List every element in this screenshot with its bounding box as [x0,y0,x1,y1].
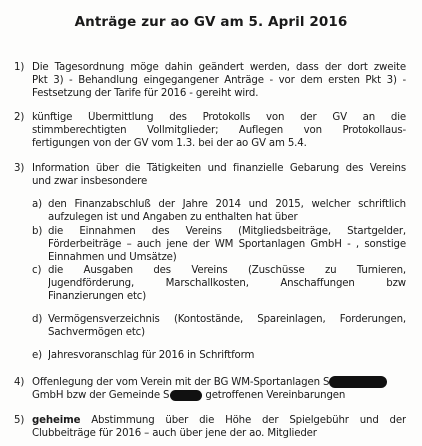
text-line: künftige Übermittlung des Protokolls von der GV an die [32,112,406,123]
text-line: Vermögensverzeichnis (Kontostände, Spareinlagen, Forderungen, [48,314,406,325]
sub-item-letter: e) [32,350,42,361]
text-line: die Ausgaben des Vereins (Zuschüsse zu Turnieren, [48,265,406,276]
text-line: fertigungen von der GV vom 1.3. bei der ao GV am 5.4. [32,138,307,149]
text-line: Förderbeiträge – auch jene der WM Sportanlagen GmbH - , sonstige [48,239,406,250]
text-line: Jahresvoranschlag für 2016 in Schriftform [48,350,255,361]
motion-item-5 [14,414,406,442]
sub-item-letter: d) [32,314,43,325]
text-segment: Abstimmung über die Höhe der Spielgebühr und der [91,415,406,426]
emphasis-word: geheime [32,415,81,426]
motion-item-3 [14,162,406,190]
text-line: stimmberechtigten Vollmitglieder; Auflegen von Protokollaus- [32,125,406,136]
motion-item-2 [14,111,406,151]
sub-item-letter: c) [32,265,42,276]
redaction-mark [170,390,202,401]
text-line [32,414,406,427]
item-number: 5) [14,415,25,426]
item-number: 3) [14,163,25,174]
text-line: Information über die Tätigkeiten und finanzielle Gebarung des Vereins [32,163,406,174]
sub-item-letter: a) [32,199,42,210]
sub-item-c [32,264,406,304]
sub-item-b [32,225,406,265]
sub-item-letter: b) [32,226,43,237]
text-line: Pkt 3) - Behandlung eingegangener Anträge - vor dem ersten Pkt 3) - [32,75,406,86]
sub-item-e [32,349,406,363]
item-text [32,414,406,440]
text-line: Jugendförderung, Marschallkosten, Anschaffungen bzw [48,278,406,289]
sub-item-text [48,349,406,362]
text-line [32,376,406,389]
text-line: Sachvermögen etc) [48,327,145,338]
motion-item-4 [14,376,406,404]
item-text [32,61,406,100]
text-line [32,389,406,402]
sub-item-d [32,313,406,341]
text-line: aufzulegen ist und Angaben zu enthalten hat über [48,212,298,223]
text-segment: GmbH bzw der Gemeinde S [32,390,170,401]
text-line: die Einnahmen des Vereins (Mitgliedsbeiträge, Startgelder, [48,226,406,237]
item-number: 4) [14,377,25,388]
text-segment: Offenlegung der vom Verein mit der BG WM-Sportanlagen S [32,377,330,388]
text-line: Clubbeiträge für 2016 – auch über jene der ao. Mitglieder [32,428,317,439]
item-number: 2) [14,112,25,123]
item-text [32,162,406,188]
sub-item-text [48,264,406,303]
item-number: 1) [14,62,25,73]
text-line: Die Tagesordnung möge dahin geändert werden, dass der dort zweite [32,62,406,73]
text-segment: getroffenen Vereinbarungen [205,390,346,401]
redaction-mark [329,376,387,388]
sub-item-text [48,225,406,264]
sub-item-text [48,198,406,224]
text-line: und zwar insbesondere [32,176,148,187]
sub-item-text [48,313,406,339]
item-text [32,376,406,402]
sub-item-a [32,198,406,226]
document-title: Anträge zur ao GV am 5. April 2016 [74,14,348,30]
item-text [32,111,406,150]
motion-item-1 [14,61,406,101]
text-line: Festsetzung der Tarife für 2016 - gereiht wird. [32,88,259,99]
text-line: den Finanzabschluß der Jahre 2014 und 2015, welcher schriftlich [48,199,406,210]
text-line: Einnahmen und Umsätze) [48,252,177,263]
text-line: Finanzierungen etc) [48,291,147,302]
